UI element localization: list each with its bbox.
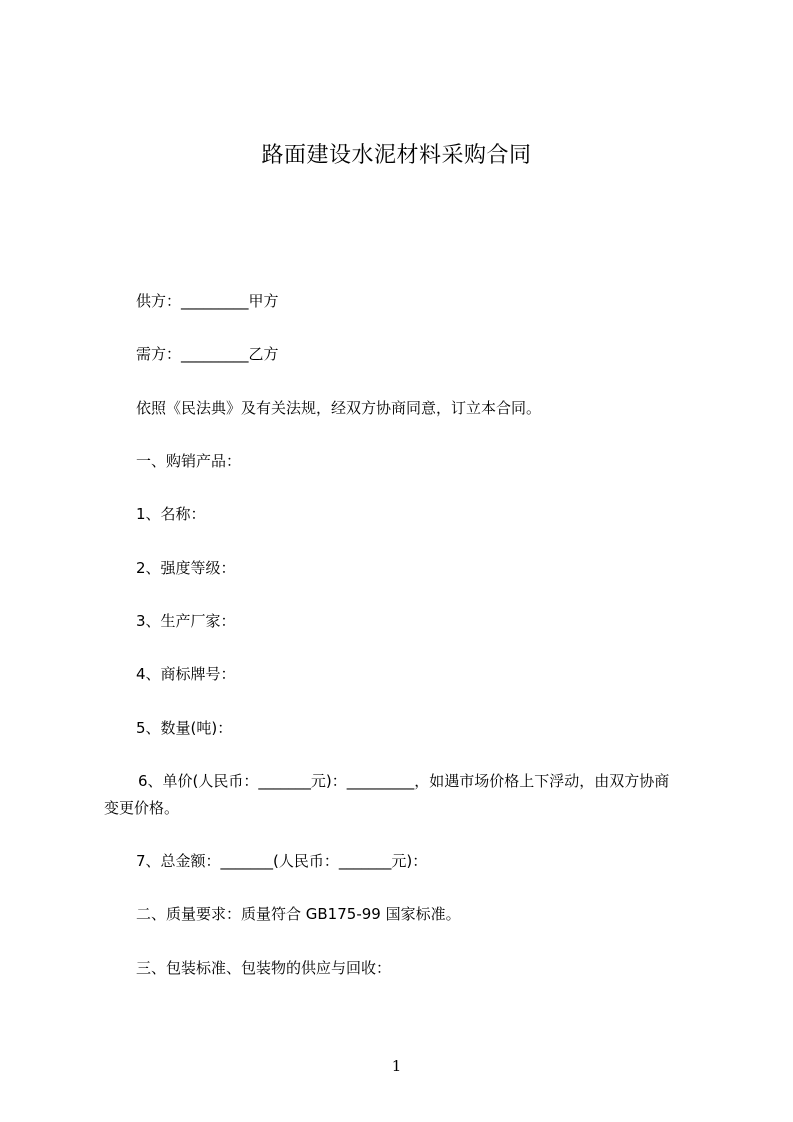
total-amount-line: 7、总金额：_______(人民币：_______元)： xyxy=(136,852,428,870)
quantity-line: 5、数量(吨)： xyxy=(136,719,233,737)
buyer-line: 需方：_________乙方 xyxy=(136,345,279,363)
document-title: 路面建设水泥材料采购合同 xyxy=(261,143,532,168)
supplier-line: 供方：_________甲方 xyxy=(136,292,279,310)
product-name-line: 1、名称： xyxy=(136,505,206,523)
section-products-heading: 一、购销产品： xyxy=(136,452,242,470)
unit-price-line: 6、单价(人民币：_______元)：_________，如遇市场价格上下浮动，由双方协商 xyxy=(138,772,670,790)
section-quality-line: 二、质量要求：质量符合 GB175-99 国家标准。 xyxy=(136,905,461,923)
unit-price-line-continued: 变更价格。 xyxy=(104,799,180,817)
page-number: 1 xyxy=(391,1057,402,1075)
manufacturer-line: 3、生产厂家： xyxy=(136,612,236,630)
brand-line: 4、商标牌号： xyxy=(136,665,236,683)
strength-grade-line: 2、强度等级： xyxy=(136,559,236,577)
section-packaging-line: 三、包装标准、包装物的供应与回收： xyxy=(136,959,392,977)
basis-line: 依照《民法典》及有关法规，经双方协商同意，订立本合同。 xyxy=(136,399,542,417)
